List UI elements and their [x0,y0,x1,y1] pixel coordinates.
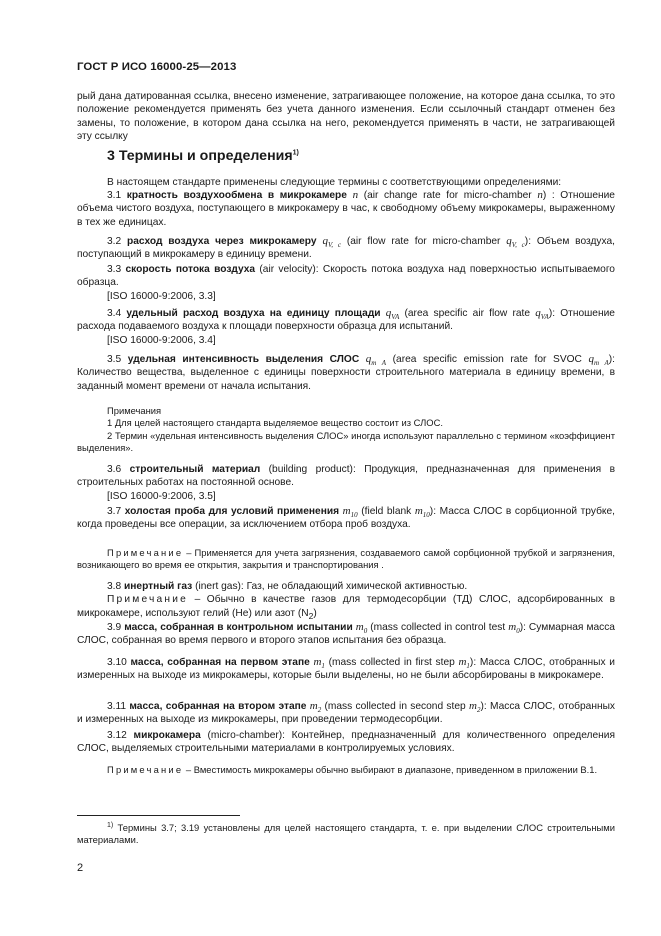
notes-3-5: Примечания 1 Для целей настоящего стандарта выделяемое вещество состоит из СЛОС. 2 Термин «удельная интенсивность выделения СЛОС» иногда используют параллельно с термином «коэффициент выделения». [77,405,615,454]
page-number: 2 [77,862,84,874]
term-3-6: 3.6 строительный материал (building product): Продукция, предназначенная для применения в строительных работах на постоянной основе. [ISO 16000-9:2006, 3.5] [77,464,616,502]
running-header: ГОСТ Р ИСО 16000-25—2013 [77,61,237,73]
footnote-divider [77,815,240,816]
note-3-12: Примечание – Вместимость микрокамеры обычно выбирают в диапазоне, приведенном в приложении В.1. [107,764,598,775]
term-3-10: 3.10 масса, собранная на первом этапе $m_1$ (mass collected in first step $m_1$): Масса СЛОС, отобранных и измеренных на выходе из микрокамеры, которые были выделены, но не были абсорбированы в микрокамере. [77,656,615,682]
term-3-4: 3.4 удельный расход воздуха на единицу площади $q_{VA}$ (area specific air flow rate $q_{VA}$): Отношение расхода подаваемого воздуха к площади поверхности образца для испытаний. [ISO 16000-9:2006, 3.4] [77,307,615,346]
term-3-2: 3.2 расход воздуха через микрокамеру $q_{V, c}$ (air flow rate for micro-chamber $q_{V, c}$): Объем воздуха, поступающий в микрокамеру в единицу времени. [77,235,615,261]
footnote: $^{1)}$ Термины 3.7; 3.19 установлены для целей настоящего стандарта, т. е. при выделении СЛОС строительными материалами. [77,821,615,846]
intro-paragraph: рый дана датированная ссылка, внесено изменение, затрагивающее положение, на которое дана ссылка, то это положение рекомендуется применять без учета данного изменения. Если ссылочный стандарт отменен без замены, то положение, в котором дана ссылка на него, рекомендуется применять в части, не затрагивающей эту ссылку [77,91,615,143]
section-heading: 3 Термины и определения$^{1)}$ [107,148,299,164]
term-3-8: 3.8 инертный газ (inert gas): Газ, не обладающий химической активностью. Примечание – Обычно в качестве газов для термодесорбции (ТД) СЛОС, адсорбированных в микрокамере, используют гелий (He) или азот $(N_2)$ [77,581,615,621]
term-3-9: 3.9 масса, собранная в контрольном испытании $m_0$ (mass collected in control test $m_0$): Суммарная масса СЛОС, собранная во время первого и второго этапов испытания без образца. [77,621,615,647]
lead-sentence: В настоящем стандарте применены следующие термины с соответствующими определениями: [107,177,562,188]
term-3-12: 3.12 микрокамера (micro-chamber): Контейнер, предназначенный для количественного определения СЛОС, выделяемых строительными материалами в контролируемых условиях. [77,730,615,755]
term-3-1: 3.1 кратность воздухообмена в микрокамере n (air change rate for micro-chamber n) : Отношение объема чистого воздуха, поступающего в микрокамеру в час, к свободному объему микрокамеры, выраженному в тех же единицах. [77,189,615,228]
term-3-11: 3.11 масса, собранная на втором этапе $m_2$ (mass collected in second step $m_2$): Масса СЛОС, отобранных и измеренных на выходе из микрокамеры, при проведении термодесорбции. [77,700,615,726]
term-3-5: 3.5 удельная интенсивность выделения СЛОС $q_{m A}$ (area specific emission rate for SVOC $q_{m A}$): Количество вещества, выделенное с единицы поверхности строительного материала в единицу времени, в заданный момент времени от начала испытания. [77,353,615,392]
term-3-7: 3.7 холостая проба для условий применения $m_{10}$ (field blank $m_{10}$): Масса СЛОС в сорбционной трубке, когда проведены все операции, за исключением отбора проб воздуха. [77,505,615,531]
note-3-7: Примечание – Применяется для учета загрязнения, создаваемого самой сорбционной трубкой и загрязнения, возникающего во время ее открытия, закрытия и транспортирования . [77,547,615,571]
term-3-3: 3.3 скорость потока воздуха (air velocity): Скорость потока воздуха над поверхностью испытываемого образца. [ISO 16000-9:2006, 3.3] [77,264,615,302]
